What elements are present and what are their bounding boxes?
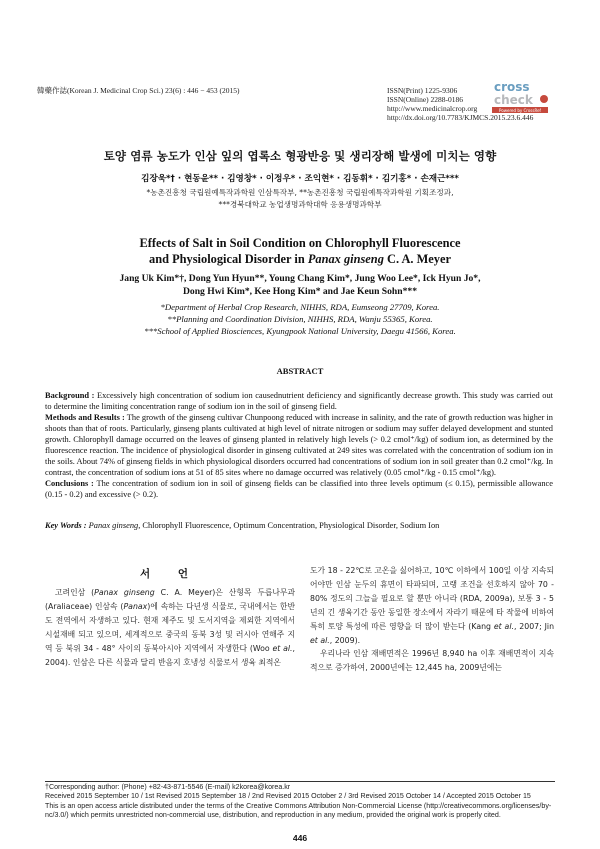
korean-title: 토양 염류 농도가 인삼 잎의 엽록소 형광반응 및 생리장해 발생에 미치는 영향 — [103, 149, 497, 163]
methods-label: Methods and Results : — [45, 413, 125, 422]
background-text: Excessively high concentration of sodium ion causednutrient deficiency and significantly decrease growth. This study was carried out to determine the limiting concentration range of sodium ion in the soil of ginseng field. — [45, 391, 554, 411]
issn-print: ISSN(Print) 1225-9306 — [387, 86, 458, 95]
footnote-divider — [45, 781, 555, 782]
english-affiliation-1: *Department of Herbal Crop Research, NIHHS, RDA, Eumseong 27709, Korea. — [160, 302, 440, 312]
introduction-left-column: 고려인삼 (Panax ginseng C. A. Meyer)은 산형목 두릅나무과 (Araliaceae) 인삼속 (Panax)에 속하는 다년생 식물로, 국내에서는 한반도 전역에서 자생하고 있다. 현재 제주도 및 도서지역을 제외한 지역에서 시설재배 되고 있으며, 세계적으로 중국의 동북 3성 및 러시아 연해주 지역 등 북위 34 - 48° 사이의 동북아시아 지역에서 자생한다 (Woo et al., 2004). 인삼은 다른 식물과 달리 반음지 호냉성 식물로서 생육 최적온 — [45, 588, 295, 667]
abstract-heading: ABSTRACT — [276, 366, 324, 376]
page-number: 446 — [292, 833, 308, 843]
crossmark-word2: check — [494, 93, 533, 107]
license-note: This is an open access article distributed under the terms of the Creative Commons Attribution Non-Commercial License (http://creativecommons.org/licenses/by-nc/3.0/) which permits unrestricted non-commercial use, distribution, and reproduction in any medium, provided the original work is properly cited. — [45, 801, 552, 820]
introduction-right-paragraph-2: 우리나라 인삼 재배면적은 1996년 8,940 ha 이후 재배면적이 지속적으로 증가하여, 2000년에는 12,445 ha, 2009년에는 — [310, 649, 554, 673]
introduction-right-column — [310, 564, 554, 675]
abstract-body — [45, 390, 553, 500]
background-label: Background : — [45, 391, 95, 400]
korean-affiliation-2: ***경북대학교 농업생명과학대학 응용생명과학부 — [218, 200, 382, 209]
corresponding-author: †Corresponding author: (Phone) +82-43-871-5546 (E-mail) k2korea@korea.kr — [45, 783, 291, 791]
english-authors-line-1: Jang Uk Kim*†, Dong Yun Hyun**, Young Chang Kim*, Jung Woo Lee*, Ick Hyun Jo*, — [119, 273, 481, 284]
journal-url[interactable]: http://www.medicinalcrop.org — [387, 104, 478, 113]
keywords-text: Panax ginseng, Chlorophyll Fluorescence, Optimum Concentration, Physiological Disorder, Sodium Ion — [88, 521, 440, 530]
korean-affiliation-1: *농촌진흥청 국립원예특작과학원 인삼특작부, **농촌진흥청 국립원예특작과학원 기획조정과, — [146, 188, 454, 197]
journal-citation: 韓藥作誌(Korean J. Medicinal Crop Sci.) 23(6) : 446 − 453 (2015) — [37, 86, 240, 95]
crossmark-dot-icon — [540, 95, 548, 103]
english-title-line-2: and Physiological Disorder in Panax ginseng C. A. Meyer — [149, 252, 451, 266]
abstract-background — [45, 390, 553, 412]
crossmark-word1: cross — [494, 80, 530, 94]
crossmark-logo[interactable] — [490, 78, 552, 116]
footnotes — [45, 783, 557, 821]
introduction-heading: 서 언 — [140, 568, 200, 580]
keywords — [45, 520, 553, 531]
abstract-conclusions — [45, 478, 553, 500]
issn-online: ISSN(Online) 2288-0186 — [387, 95, 464, 104]
doi-link[interactable]: http://dx.doi.org/10.7783/KJMCS.2015.23.6.446 — [387, 113, 534, 122]
conclusions-text: The concentration of sodium ion in soil of ginseng fields can be classified into three levels optimum (≤ 0.15), permissible allowance (0.15 - 0.2) and excessive (> 0.2). — [45, 479, 553, 499]
korean-authors: 김장욱*† · 현동윤** · 김영창* · 이정우* · 조익현* · 김동휘* · 김기홍* · 손재근*** — [141, 174, 459, 184]
introduction-right-paragraph-1: 도가 18 - 22℃로 고온을 싫어하고, 10℃ 이하에서 100일 이상 지속되어야만 인삼 눈두의 휴면이 타파되며, 고랭 조건을 선호하지 않아 70 - 80% 정도의 그늘을 필요로 할 뿐만 아니라 (RDA, 2009a), 보통 3 - 5년의 긴 생육기간 동안 동일한 장소에서 자라기 때문에 타 작물에 비하여 특히 토양 특성에 따른 영향을 더 많이 받는다 (Kang et al., 2007; Jin et al., 2009). — [310, 566, 555, 645]
crossmark-sub: Powered by CrossRef — [499, 107, 541, 113]
english-authors-line-2: Dong Hwi Kim*, Kee Hong Kim* and Jae Keun Sohn*** — [182, 286, 417, 297]
english-title-line-1: Effects of Salt in Soil Condition on Chlorophyll Fluorescence — [139, 236, 461, 250]
conclusions-label: Conclusions : — [45, 479, 94, 488]
methods-text: The growth of the ginseng cultivar Chunpoong reduced with increase in salinity, and the rate of growth reduction was higher in shoots than that of roots. Particularly, ginseng plants cultivated at high level of nitrate nitrogen or sodium may suffer delayed development and stunted growth. Chlorophyll damage occurred on the leaves of ginseng planted in relatively high levels (> 0.2 cmol⁺/kg) of sodium ion, as determined by the fluorescence reaction. The incidence of physiological disorder in ginseng cultivated at 249 sites was correlated with the concentration of sodium ion in the soils. About 74% of ginseng fields in which physiological disorders occurred had concentrations of sodium ion in soil greater than 0.2 cmol⁺/kg. In contrast, the concentration of sodium ions at 51 of 85 sites where no damage occurred was relatively (0.05 cmol⁺/kg - 0.15 cmol⁺/kg). — [45, 413, 553, 477]
keywords-label: Key Words : — [45, 521, 87, 530]
received-dates: Received 2015 September 10 / 1st Revised 2015 September 18 / 2nd Revised 2015 October 2 / 3rd Revised 2015 October 14 / Accepted 2015 October 15 — [45, 792, 531, 801]
abstract-methods — [45, 412, 553, 478]
english-affiliation-3: ***School of Applied Biosciences, Kyungpook National University, Daegu 41566, Korea. — [144, 326, 456, 336]
english-affiliation-2: **Planning and Coordination Division, NIHHS, RDA, Wanju 55365, Korea. — [167, 314, 433, 324]
